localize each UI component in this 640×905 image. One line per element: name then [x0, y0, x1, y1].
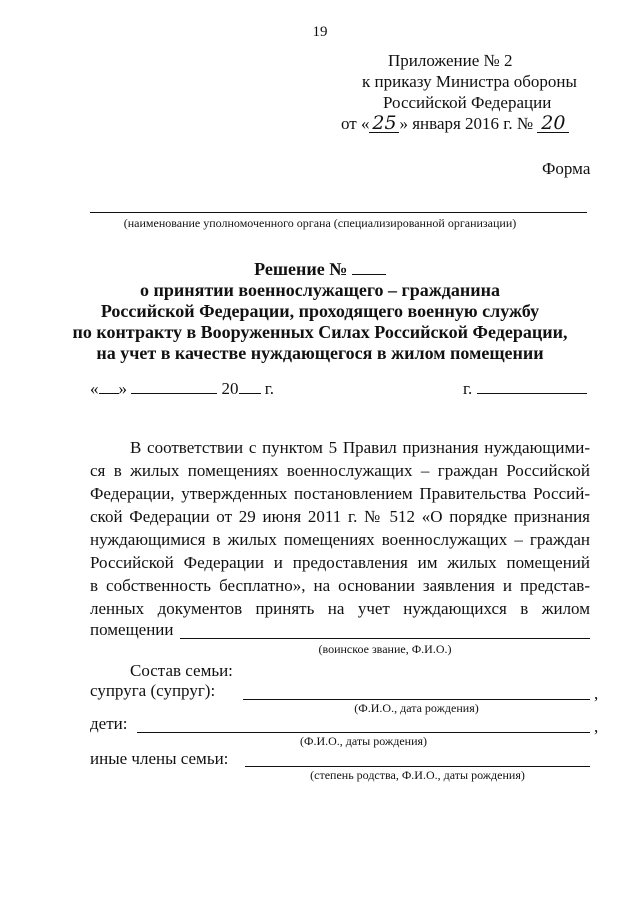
- children-label: дети:: [90, 714, 128, 733]
- children-hint: (Ф.И.О., даты рождения): [299, 734, 428, 748]
- others-hint: (степень родства, Ф.И.О., даты рождения): [310, 768, 525, 782]
- body-line: ской Федерации от 29 июня 2011 г. № 512 «О порядке признания: [90, 507, 590, 526]
- decision-title-text: Решение №: [254, 259, 348, 279]
- page-number: 19: [312, 24, 328, 40]
- body-line: ся в жилых помещениях военнослужащих – граждан Российской: [90, 461, 590, 480]
- body-line: [90, 436, 590, 459]
- premises-label: помещении: [90, 620, 174, 639]
- decision-subtitle-1: о принятии военнослужащего – гражданина: [139, 280, 501, 300]
- decision-subtitle-2: Российской Федерации, проходящего военную службу: [100, 301, 540, 321]
- handwritten-day: 25: [369, 115, 399, 133]
- date-year-suffix: г.: [264, 379, 275, 398]
- decision-place: [463, 378, 587, 399]
- date-open-quote: «: [90, 379, 99, 398]
- rank-name-line: [180, 638, 590, 639]
- body-line: ленных документов принять на учет нуждающихся в жилом: [90, 599, 590, 618]
- date-mid: » января 2016 г. №: [399, 114, 534, 133]
- children-line: [137, 732, 590, 733]
- appendix-line-1: Приложение № 2: [388, 51, 513, 70]
- body-line: нуждающимися в жилых помещениях военнослужащих – граждан: [90, 530, 590, 549]
- spouse-hint: (Ф.И.О., дата рождения): [354, 701, 479, 715]
- handwritten-order-number: 20: [537, 115, 569, 133]
- body-line: Федерации, утвержденных постановлением Правительства Россий-: [90, 484, 590, 503]
- body-line: Российской Федерации и предоставления им жилых помещений: [90, 553, 590, 572]
- decision-subtitle-3: по контракту в Вооруженных Силах Российской Федерации,: [72, 322, 568, 342]
- place-blank: [477, 378, 587, 394]
- date-year-blank: [239, 378, 261, 394]
- others-line: [245, 766, 590, 767]
- spouse-label: супруга (супруг):: [90, 681, 216, 700]
- others-label: иные члены семьи:: [90, 749, 229, 768]
- family-heading: Состав семьи:: [130, 661, 233, 680]
- children-comma: ,: [594, 717, 599, 736]
- date-prefix: от «: [341, 114, 370, 133]
- place-prefix: г.: [463, 379, 473, 398]
- date-close-quote: »: [118, 379, 127, 398]
- date-year-prefix: 20: [221, 379, 239, 398]
- decision-date-row: [90, 378, 274, 399]
- rank-name-hint: (воинское звание, Ф.И.О.): [318, 642, 452, 656]
- body-line: в собственность бесплатно», на основании заявления и представ-: [90, 576, 590, 595]
- appendix-line-2: к приказу Министра обороны: [362, 72, 577, 91]
- form-label: Форма: [542, 159, 591, 178]
- org-name-hint: (наименование уполномоченного органа (специализированной организации): [123, 216, 517, 230]
- org-name-line: [90, 212, 587, 213]
- date-day-blank: [99, 378, 119, 394]
- spouse-comma: ,: [594, 684, 599, 703]
- appendix-date-line: [341, 113, 569, 134]
- spouse-line: [243, 699, 590, 700]
- date-month-blank: [131, 378, 217, 394]
- decision-number-blank: [352, 259, 386, 275]
- decision-title: [0, 259, 640, 280]
- decision-subtitle-4: на учет в качестве нуждающегося в жилом помещении: [96, 343, 544, 363]
- appendix-line-3: Российской Федерации: [383, 93, 552, 112]
- body-line-text: В соответствии с пунктом 5 Правил признания нуждающими-: [130, 438, 590, 457]
